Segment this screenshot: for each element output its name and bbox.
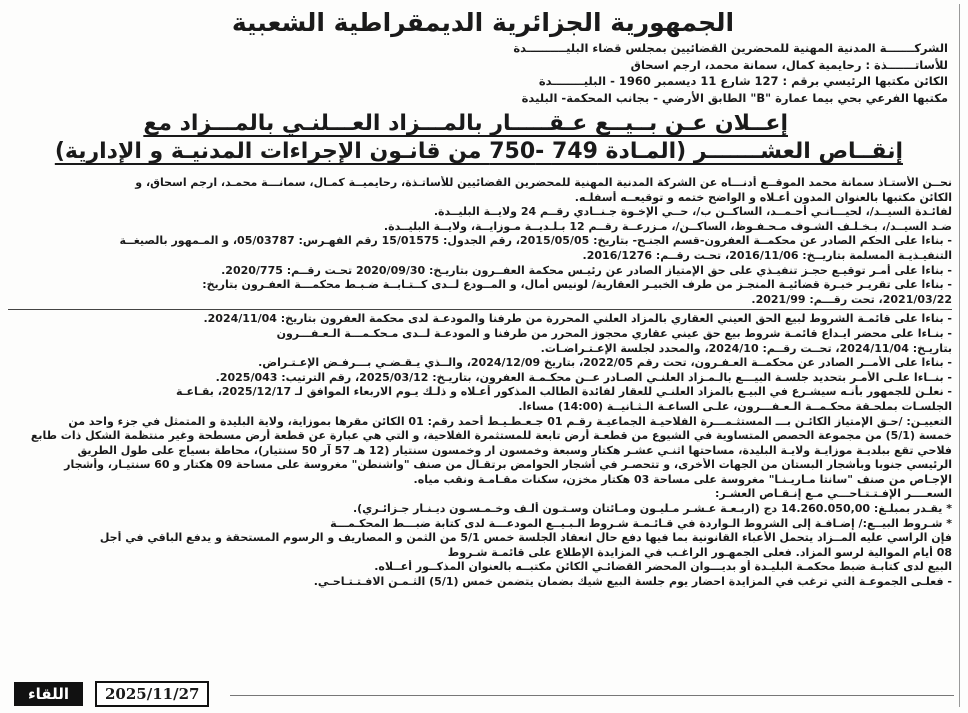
body-line: ضـد السيــد/، بـخـلـف الشـوف مـحـفـوظ، الساكــن/، مـزرعــة رقــم 12 بـلـديــة مـوزايــة، ولايــة البليــدة. xyxy=(383,219,952,233)
body-line: الرئيسي جنوبا وبأشجار البستان من الجهات الأخرى، و تتحصـر في أشجار الحوامض برتقـال من صنف "واشنطن" مغروسة على مساحة 09 هكتار و 60 سنتيـار، وأشجار xyxy=(64,458,952,472)
terms-line: فإن الراسي عليه المــزاد يتحمل الأعباء القانونية بما فيها دفع حال انعقاد الجلسة خمس 5/1 من الثمن و المصاريف و الرسوم المستحقة و يدفع الباقي في أجل xyxy=(99,531,952,545)
terms-line: * شـروط البيــع:/ إضـافـة إلى الشروط الـواردة في قـائـمـة شـروط الـبـيــع المودعـــة لدى كتابة ضبـــط المحكـمـــة xyxy=(330,516,952,530)
notice-body xyxy=(8,176,958,590)
price-line: * يقـدر بمبلـغ: 14.260.050,00 دج (اربـعـة عـشـر مـليـون ومـائتان وسـتـون ألـف وخـمـسـون ديـنـار جـزائـري). xyxy=(352,502,952,516)
body-line: - بناءا على الحكم الصادر عن محكمــة العفرون-قسم الجنـح- بتاريخ: 2015/05/05، رقم الجدول: 15/01575 رقم الفهـرس: 05/03787، و المـمهور بالصيغــة xyxy=(119,234,952,248)
office-line: للأساتـــــــذة : رحايمية كمال، سمانة محمد، ارجم اسحاق xyxy=(630,57,948,72)
footer-divider xyxy=(230,695,954,696)
body-line: - بنــاءا علـى الأمـر بتحديد جلسـة البيـــع بالـمـزاد العلنـي الصـادر عــن محكـمـة العفرون، بتاريـخ: 2025/03/12، رقم الترتيب: 2025/043. xyxy=(215,370,952,384)
body-line: - بنـاءا على محضر ايـداع قائمـة شروط بيع حق عيني عقاري محجوز المحرر من طرفنا و المودعـة لــدى مـحكـمـــة الـعـفـــرون xyxy=(276,326,952,340)
body-line: التعييـن: /حـق الإمتياز الكائـن بـــ المستثـمـــرة الفلاحيـة الجماعيـة رقـم 01 جـعـطـيـط أحمد رقم: 01 الكائن مقرها بموزاية، ولاية البليدة و المتمثل في جزء واحد من xyxy=(68,414,952,428)
office-line: الشركـــــــة المدنية المهنية للمحضرين القضائيين بمجلس قضاء البليــــــــــدة xyxy=(513,41,948,55)
announcement-title xyxy=(8,110,958,166)
price-heading: السعــــر الإفـتـتـاحـــي مـع إنـقـاص العشـر: xyxy=(714,487,952,501)
newspaper-name: اللقاء xyxy=(14,682,83,706)
body-line: - نعلـن للجمهور بأنـه سيشـرع في البيـع بالمزاد العلنـي للعقار لفائدة الطالب المذكور أعـلاه و ذلـك يـوم الاربعاء الموافق لـ 2025/12/17، بقـاعـة xyxy=(176,385,952,399)
body-line: التنفيـذيـة المسلمة بتاريــخ: 2016/11/06، تحـت رقــم: 2016/1276. xyxy=(582,248,952,262)
terms-line: البيع لدى كتابـة ضبط محكمـة البليـدة أو بديـــوان المحضر القضائـي الكائن مكتبــه بالعنوان المذكــور أعــلاه. xyxy=(374,560,952,574)
footer xyxy=(14,681,209,707)
body-line: لفائـدة السيــد/، لحيـــانـي أحـمــد، الساكــن ب/، حــي الإخـوة جـنــادي رقــم 24 ولايــة البليــدة. xyxy=(433,205,952,219)
office-line: الكائن مكتبها الرئيسي برقم : 127 شارع 11 ديسمبر 1960 - البليــــــــدة xyxy=(538,74,948,88)
body-line: - بناءا على الأمــر الصادر عن محكمــة العـفـرون، تحت رقم 2022/05، بتاريخ 2024/12/09، والــذي يـقـضـي بـــرفـض الإعـتـراض. xyxy=(258,356,952,370)
republic-heading: الجمهورية الجزائرية الديمقراطية الشعبية xyxy=(231,8,735,37)
body-line: الإجـاص من صنف "سانتا مـاريـنـا" مغروسة على مساحة 03 هكتار مخزن، سكنات مقـامـة ونقب مياه. xyxy=(413,472,952,486)
body-line: - بناءا على تقريـر خبـرة قضائيـة المنجـز من طرف الخبيـر العقارية/ لونيس أمال، و المــودع لــدى كــتـابــة ضـبـط محكمـــة العفـرون بتاريخ: xyxy=(202,278,952,292)
body-line: - بناءا على أمـر توقيـع حجـز تنفيـذي على حق الإمتياز الصادر عن رئيـس محكمة العفــرون بتاريـخ: 2020/09/30 تحـت رقــم: 2020/775. xyxy=(221,263,952,277)
office-line: مكتبها الفرعي بحي بيما عمارة "B" الطابق الأرضي - بجانب المحكمة- البليدة xyxy=(521,90,948,105)
body-line: بتاريـخ: 2024/11/04، تحــت رقــم: 2024/10، والمحدد لجلسة الإعـتـراضـات. xyxy=(540,341,952,355)
body-line: الجلسـات بملحـقة محكـمــة الـعـفـــرون، علـى الساعـة الـثـانيــة (14:00) مساءا. xyxy=(518,399,952,413)
terms-line: 08 أيام الموالية لرسو المزاد. فعلى الجمهـور الراغـب في المزايدة الإطلاع على قائمـة شـروط xyxy=(447,545,952,559)
office-header xyxy=(8,40,948,106)
terms-line: - فعلـى الجموعـة التي ترغب في المزايدة احضار يوم جلسة البيع شيك بضمان يتضمن خمس (5/1) الثـمـن الافـتـتـاحـي. xyxy=(313,575,952,589)
page-edge xyxy=(959,4,960,707)
body-line: - بناءا على قائمـة الشروط لبيع الحق العيني العقاري بالمزاد العلني المحررة من طرفنا والمودعـة لدى محكمة العفرون بتاريخ: 2024/11/04. xyxy=(203,312,952,326)
title-line-2: إنقــاص العشـــــــر (المـادة 749 -750 من قانـون الإجراءات المدنيـة و الإدارية) xyxy=(54,139,903,164)
body-line: فلاحي تقع ببلديـة موزايـة ولايـة البليدة، مساحتها اثنـي عشـر هكتار وسبعة وخمسون ار وخمسون سنتيار (12 هـ 57 آر 50 سنتيار)، محاطة بسياج على طول الطريق xyxy=(77,443,952,457)
body-line: نحــن الأستـاذ سمانة محمد الموقــع أدنـــاه عن الشركة المدنية المهنية للمحضرين القضائيين للأساتـذة، رحايميــة كمـال، سمانـــة محمـد، ارجم اسحاق، و xyxy=(135,176,952,189)
divider xyxy=(8,309,952,310)
body-line: 2021/03/22، تحت رقـــم: 2021/99. xyxy=(751,292,952,306)
body-line: الكائن مكتبها بالعنوان المدون أعـلاه و الواضح ختمه و توقيعــه أسفلـه. xyxy=(574,190,952,204)
title-line-1: إعــلان عـن بــيــع عـقـــــار بالمـــزاد العـــلنـي بالمـــزاد مع xyxy=(143,111,788,136)
publication-date: 2025/11/27 xyxy=(95,681,209,707)
body-line: خمسة (5/1) من مجموعة الحصص المتساوية في الشيوع من قطعـة أرض تابعة للمستثمرة الفلاحية، و التي هي عبارة عن قطعة أرض مسطحة وغير منتظمة الشكل ذات طابع xyxy=(30,429,952,443)
